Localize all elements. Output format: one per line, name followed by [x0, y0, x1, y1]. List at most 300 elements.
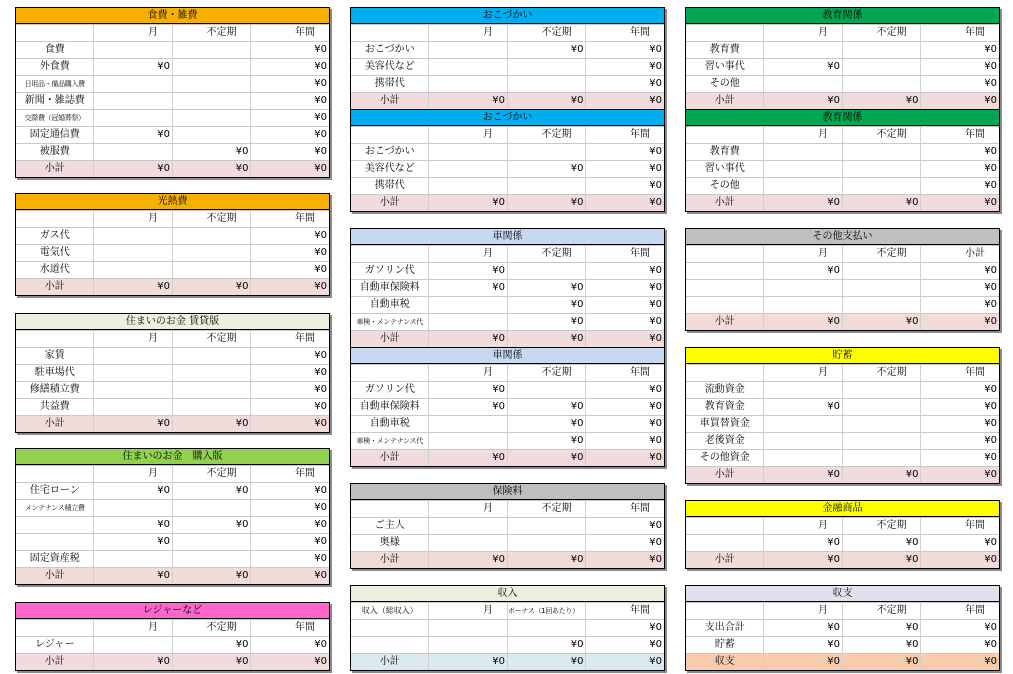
irregular-cell[interactable]: ¥0: [507, 637, 586, 653]
month-cell[interactable]: [763, 42, 842, 58]
table-row: [16, 364, 329, 381]
annual-cell: ¥0: [920, 637, 999, 653]
month-cell[interactable]: ¥0: [763, 399, 842, 415]
annual-cell: ¥0: [250, 245, 329, 261]
irregular-cell[interactable]: [172, 365, 251, 381]
table-row: [686, 636, 999, 653]
month-cell[interactable]: [428, 620, 507, 636]
annual-cell: ¥0: [250, 59, 329, 75]
month-cell[interactable]: [763, 161, 842, 177]
month-cell[interactable]: ¥0: [428, 280, 507, 296]
annual-cell: ¥0: [250, 93, 329, 109]
subtotal-annual: ¥0: [920, 654, 999, 670]
month-cell[interactable]: [428, 518, 507, 534]
annual-cell: ¥0: [250, 637, 329, 653]
header-label: [686, 603, 763, 619]
subtotal-label: 小計: [714, 469, 735, 480]
header-month: 月: [428, 365, 507, 381]
subtotal-row: [351, 92, 664, 109]
irregular-cell[interactable]: [842, 144, 921, 160]
irregular-cell[interactable]: [507, 382, 586, 398]
month-cell[interactable]: [93, 93, 172, 109]
table-row: [16, 126, 329, 143]
table-title: 教育関係: [686, 8, 999, 24]
header-irregular: 不定期: [842, 365, 921, 381]
header-irregular: 不定期: [172, 331, 251, 347]
irregular-cell[interactable]: ¥0: [842, 620, 921, 636]
irregular-cell[interactable]: ¥0: [507, 416, 586, 432]
header-month: 月: [93, 331, 172, 347]
header-month: 月: [763, 127, 842, 143]
table-row: [351, 160, 664, 177]
table-edu2: [685, 109, 1000, 212]
table-row: [686, 75, 999, 92]
annual-cell: ¥0: [920, 620, 999, 636]
annual-cell: ¥0: [920, 42, 999, 58]
irregular-cell[interactable]: ¥0: [842, 535, 921, 551]
table-row: [351, 313, 664, 330]
table-row: [351, 381, 664, 398]
column-header-row: [351, 364, 664, 381]
month-cell[interactable]: [428, 314, 507, 330]
header-annual: 年間: [920, 518, 999, 534]
header-annual: 年間: [585, 365, 664, 381]
irregular-cell[interactable]: ¥0: [507, 280, 586, 296]
subtotal-label: 小計: [379, 452, 400, 463]
subtotal-month: ¥0: [428, 195, 507, 211]
irregular-cell[interactable]: [172, 551, 251, 567]
header-irregular: 不定期: [507, 365, 586, 381]
table-income: [350, 585, 665, 671]
table-row: [351, 517, 664, 534]
irregular-cell[interactable]: [842, 382, 921, 398]
subtotal-irregular: ¥0: [842, 93, 921, 109]
row-label: ガス代: [39, 230, 70, 241]
irregular-cell[interactable]: ¥0: [507, 314, 586, 330]
table-row: [16, 516, 329, 533]
annual-cell: ¥0: [585, 382, 664, 398]
subtotal-month: ¥0: [93, 279, 172, 295]
table-leisure: [15, 602, 330, 671]
annual-cell: ¥0: [920, 76, 999, 92]
irregular-cell[interactable]: [172, 42, 251, 58]
month-cell[interactable]: [93, 42, 172, 58]
month-cell[interactable]: [763, 76, 842, 92]
row-label: 電気代: [39, 247, 70, 258]
row-label: ご主人: [374, 520, 405, 531]
annual-cell: ¥0: [585, 620, 664, 636]
row-label: その他: [709, 180, 740, 191]
table-row: [686, 177, 999, 194]
month-cell[interactable]: [428, 144, 507, 160]
month-cell[interactable]: [428, 76, 507, 92]
month-cell[interactable]: [428, 42, 507, 58]
annual-cell: ¥0: [920, 280, 999, 296]
subtotal-annual: ¥0: [920, 552, 999, 568]
irregular-cell[interactable]: [842, 450, 921, 466]
header-month: 月: [428, 127, 507, 143]
month-cell[interactable]: [763, 433, 842, 449]
irregular-cell[interactable]: [842, 178, 921, 194]
month-cell[interactable]: [763, 144, 842, 160]
irregular-cell[interactable]: [172, 93, 251, 109]
row-label: 自動車税: [369, 418, 410, 429]
header-label: [686, 127, 763, 143]
month-cell[interactable]: [763, 416, 842, 432]
month-cell[interactable]: [93, 348, 172, 364]
irregular-cell[interactable]: [172, 534, 251, 550]
header-label: [351, 246, 428, 262]
table-title: 車関係: [351, 229, 664, 245]
month-cell[interactable]: [428, 433, 507, 449]
annual-cell: ¥0: [585, 518, 664, 534]
irregular-cell[interactable]: [507, 144, 586, 160]
subtotal-irregular: ¥0: [842, 467, 921, 483]
annual-cell: ¥0: [250, 42, 329, 58]
month-cell[interactable]: [93, 245, 172, 261]
header-label: [686, 518, 763, 534]
row-label: 駐車場代: [34, 367, 75, 378]
month-cell[interactable]: [428, 178, 507, 194]
month-cell[interactable]: [428, 59, 507, 75]
month-cell[interactable]: ¥0: [93, 534, 172, 550]
table-row: [351, 534, 664, 551]
row-label: メンテナンス積立費: [24, 504, 85, 512]
table-utilities: [15, 193, 330, 296]
table-row: [16, 41, 329, 58]
subtotal-label: 小計: [714, 554, 735, 565]
irregular-cell[interactable]: ¥0: [172, 483, 251, 499]
header-irregular: 不定期: [842, 518, 921, 534]
month-cell[interactable]: ¥0: [428, 382, 507, 398]
irregular-cell[interactable]: ¥0: [507, 297, 586, 313]
subtotal-label: 小計: [379, 197, 400, 208]
subtotal-row: [351, 653, 664, 670]
row-label: 新聞・雑誌費: [24, 95, 85, 106]
subtotal-irregular: ¥0: [507, 195, 586, 211]
irregular-cell[interactable]: [842, 297, 921, 313]
table-row: [686, 58, 999, 75]
month-cell[interactable]: [428, 297, 507, 313]
subtotal-row: [686, 551, 999, 568]
subtotal-irregular: ¥0: [507, 552, 586, 568]
table-title: 食費・雑費: [16, 8, 329, 24]
annual-cell: ¥0: [250, 262, 329, 278]
annual-cell: ¥0: [585, 280, 664, 296]
header-annual: 年間: [250, 211, 329, 227]
subtotal-irregular: ¥0: [172, 416, 251, 432]
month-cell[interactable]: [93, 110, 172, 126]
subtotal-row: [686, 194, 999, 211]
month-cell[interactable]: [763, 280, 842, 296]
subtotal-row: [351, 194, 664, 211]
table-row: [351, 58, 664, 75]
table-row: [16, 482, 329, 499]
row-label: 支出合計: [704, 622, 745, 633]
irregular-cell[interactable]: [842, 76, 921, 92]
column-header-row: [686, 364, 999, 381]
row-label: 日用品・備品購入費: [24, 80, 85, 88]
annual-cell: ¥0: [250, 110, 329, 126]
irregular-cell[interactable]: [507, 535, 586, 551]
subtotal-label: 小計: [714, 197, 735, 208]
irregular-cell[interactable]: [172, 382, 251, 398]
irregular-cell[interactable]: [507, 178, 586, 194]
annual-cell: ¥0: [585, 637, 664, 653]
subtotal-irregular: ¥0: [507, 93, 586, 109]
header-annual: 年間: [920, 365, 999, 381]
month-cell[interactable]: ¥0: [763, 620, 842, 636]
irregular-cell[interactable]: [842, 42, 921, 58]
month-cell[interactable]: ¥0: [763, 637, 842, 653]
irregular-cell[interactable]: [172, 59, 251, 75]
irregular-cell[interactable]: [842, 59, 921, 75]
irregular-cell[interactable]: [842, 280, 921, 296]
table-row: [351, 415, 664, 432]
subtotal-irregular: ¥0: [172, 568, 251, 584]
header-label: [16, 331, 93, 347]
irregular-cell[interactable]: ¥0: [172, 637, 251, 653]
column-header-row: [351, 24, 664, 41]
irregular-cell[interactable]: [172, 500, 251, 516]
table-row: [686, 262, 999, 279]
irregular-cell[interactable]: [842, 433, 921, 449]
subtotal-month: ¥0: [763, 195, 842, 211]
subtotal-row: [16, 415, 329, 432]
subtotal-annual: ¥0: [585, 450, 664, 466]
table-row: [686, 415, 999, 432]
irregular-cell[interactable]: [172, 262, 251, 278]
subtotal-month: ¥0: [428, 331, 507, 347]
header-irregular: 不定期: [842, 246, 921, 262]
row-label: 外食費: [39, 61, 70, 72]
month-cell[interactable]: [93, 365, 172, 381]
subtotal-month: ¥0: [93, 161, 172, 177]
table-row: [351, 75, 664, 92]
subtotal-month: ¥0: [763, 314, 842, 330]
month-cell[interactable]: [93, 144, 172, 160]
subtotal-label: 小計: [44, 281, 65, 292]
annual-cell: ¥0: [585, 416, 664, 432]
month-cell[interactable]: [93, 637, 172, 653]
table-title: 光熱費: [16, 194, 329, 210]
row-label: 修繕積立費: [29, 384, 80, 395]
subtotal-irregular: ¥0: [842, 314, 921, 330]
irregular-cell[interactable]: [507, 263, 586, 279]
month-cell[interactable]: [763, 297, 842, 313]
column-header-row: [686, 517, 999, 534]
subtotal-irregular: ¥0: [172, 161, 251, 177]
table-row: [686, 534, 999, 551]
table-row: [16, 244, 329, 261]
header-month: 月: [428, 501, 507, 517]
month-cell[interactable]: ¥0: [93, 517, 172, 533]
row-label: 車買替資金: [699, 418, 750, 429]
irregular-cell[interactable]: [507, 76, 586, 92]
table-balance: [685, 585, 1000, 671]
row-label: [686, 280, 763, 296]
header-irregular: 不定期: [507, 246, 586, 262]
table-row: [16, 227, 329, 244]
month-cell[interactable]: [763, 178, 842, 194]
table-row: [16, 533, 329, 550]
irregular-cell[interactable]: ¥0: [172, 144, 251, 160]
month-cell[interactable]: [428, 161, 507, 177]
annual-cell: ¥0: [920, 382, 999, 398]
irregular-cell[interactable]: ¥0: [507, 433, 586, 449]
header-irregular: 不定期: [507, 501, 586, 517]
month-cell[interactable]: [428, 535, 507, 551]
table-purchase: [15, 448, 330, 585]
irregular-cell[interactable]: [842, 416, 921, 432]
month-cell[interactable]: ¥0: [763, 59, 842, 75]
header-month: 月: [428, 246, 507, 262]
row-label: 固定資産税: [29, 553, 80, 564]
column-header-row: [351, 500, 664, 517]
irregular-cell[interactable]: [842, 263, 921, 279]
table-title: レジャーなど: [16, 603, 329, 619]
irregular-cell[interactable]: ¥0: [842, 637, 921, 653]
table-okozukai2: [350, 109, 665, 212]
table-okozukai1: [350, 7, 665, 110]
header-irregular: ボーナス（1回あたり）: [507, 603, 586, 619]
subtotal-irregular: ¥0: [842, 552, 921, 568]
irregular-cell[interactable]: [172, 228, 251, 244]
month-cell[interactable]: [428, 637, 507, 653]
subtotal-row: [686, 92, 999, 109]
month-cell[interactable]: ¥0: [93, 483, 172, 499]
irregular-cell[interactable]: [842, 399, 921, 415]
annual-cell: ¥0: [920, 297, 999, 313]
irregular-cell[interactable]: ¥0: [507, 399, 586, 415]
month-cell[interactable]: [93, 76, 172, 92]
table-row: [686, 381, 999, 398]
subtotal-row: [351, 330, 664, 347]
irregular-cell[interactable]: ¥0: [507, 42, 586, 58]
column-header-row: [686, 24, 999, 41]
subtotal-label: 小計: [44, 570, 65, 581]
irregular-cell[interactable]: [172, 110, 251, 126]
subtotal-row: [686, 466, 999, 483]
column-header-row: [16, 210, 329, 227]
month-cell[interactable]: [93, 551, 172, 567]
irregular-cell[interactable]: [172, 76, 251, 92]
month-cell[interactable]: [93, 399, 172, 415]
month-cell[interactable]: [93, 262, 172, 278]
header-irregular: 不定期: [842, 127, 921, 143]
subtotal-irregular: ¥0: [507, 450, 586, 466]
header-month: 月: [93, 620, 172, 636]
month-cell[interactable]: [93, 228, 172, 244]
subtotal-label: 収支: [714, 656, 735, 667]
header-label: [686, 25, 763, 41]
irregular-cell[interactable]: ¥0: [172, 517, 251, 533]
subtotal-irregular: ¥0: [507, 331, 586, 347]
irregular-cell[interactable]: [172, 245, 251, 261]
row-label: 携帯代: [374, 180, 405, 191]
header-annual: 小計: [920, 246, 999, 262]
row-label: 固定通信費: [29, 129, 80, 140]
row-label: [16, 534, 93, 550]
column-header-row: [351, 245, 664, 262]
month-cell[interactable]: [763, 450, 842, 466]
subtotal-annual: ¥0: [250, 654, 329, 670]
subtotal-label: 小計: [44, 656, 65, 667]
row-label: 水道代: [39, 264, 70, 275]
row-label: おこづかい: [364, 44, 415, 55]
header-irregular: 不定期: [172, 620, 251, 636]
month-cell[interactable]: ¥0: [93, 127, 172, 143]
table-title: 住まいのお金 賃貸版: [16, 314, 329, 330]
row-label: 習い事代: [704, 163, 745, 174]
subtotal-row: [16, 653, 329, 670]
irregular-cell[interactable]: [507, 59, 586, 75]
row-label: 流動資金: [704, 384, 745, 395]
subtotal-month: ¥0: [763, 552, 842, 568]
row-label: 教育費: [709, 44, 740, 55]
header-annual: 年間: [920, 603, 999, 619]
annual-cell: ¥0: [585, 42, 664, 58]
row-label: 交際費（冠婚葬祭）: [24, 114, 85, 122]
table-row: [351, 262, 664, 279]
row-label: その他資金: [699, 452, 750, 463]
table-title: 住まいのお金 購入版: [16, 449, 329, 465]
annual-cell: ¥0: [250, 551, 329, 567]
subtotal-month: ¥0: [93, 416, 172, 432]
irregular-cell[interactable]: [172, 348, 251, 364]
header-label: [16, 211, 93, 227]
subtotal-annual: ¥0: [250, 568, 329, 584]
table-row: [16, 347, 329, 364]
month-cell[interactable]: ¥0: [93, 59, 172, 75]
subtotal-label: 小計: [379, 554, 400, 565]
irregular-cell[interactable]: [842, 161, 921, 177]
irregular-cell[interactable]: [172, 399, 251, 415]
table-row: [16, 92, 329, 109]
irregular-cell[interactable]: [507, 620, 586, 636]
annual-cell: ¥0: [250, 144, 329, 160]
month-cell[interactable]: [428, 416, 507, 432]
irregular-cell[interactable]: [172, 127, 251, 143]
irregular-cell[interactable]: [507, 518, 586, 534]
annual-cell: ¥0: [585, 161, 664, 177]
table-finance: [685, 500, 1000, 569]
row-label: 車検・メンテナンス代: [356, 318, 423, 326]
annual-cell: ¥0: [250, 382, 329, 398]
month-cell[interactable]: ¥0: [428, 399, 507, 415]
month-cell[interactable]: ¥0: [763, 535, 842, 551]
row-label: [351, 637, 428, 653]
header-label: [686, 365, 763, 381]
header-label: [686, 246, 763, 262]
month-cell[interactable]: [93, 382, 172, 398]
month-cell[interactable]: [93, 500, 172, 516]
irregular-cell[interactable]: ¥0: [507, 161, 586, 177]
subtotal-month: ¥0: [428, 93, 507, 109]
subtotal-irregular: ¥0: [842, 654, 921, 670]
month-cell[interactable]: ¥0: [763, 263, 842, 279]
row-label: おこづかい: [364, 146, 415, 157]
table-row: [16, 143, 329, 160]
row-label: [16, 517, 93, 533]
month-cell[interactable]: ¥0: [428, 263, 507, 279]
header-label: 収入（総収入）: [361, 606, 418, 615]
table-row: [351, 143, 664, 160]
month-cell[interactable]: [763, 382, 842, 398]
annual-cell: ¥0: [250, 500, 329, 516]
row-label: その他: [709, 78, 740, 89]
row-label: 老後資金: [704, 435, 745, 446]
